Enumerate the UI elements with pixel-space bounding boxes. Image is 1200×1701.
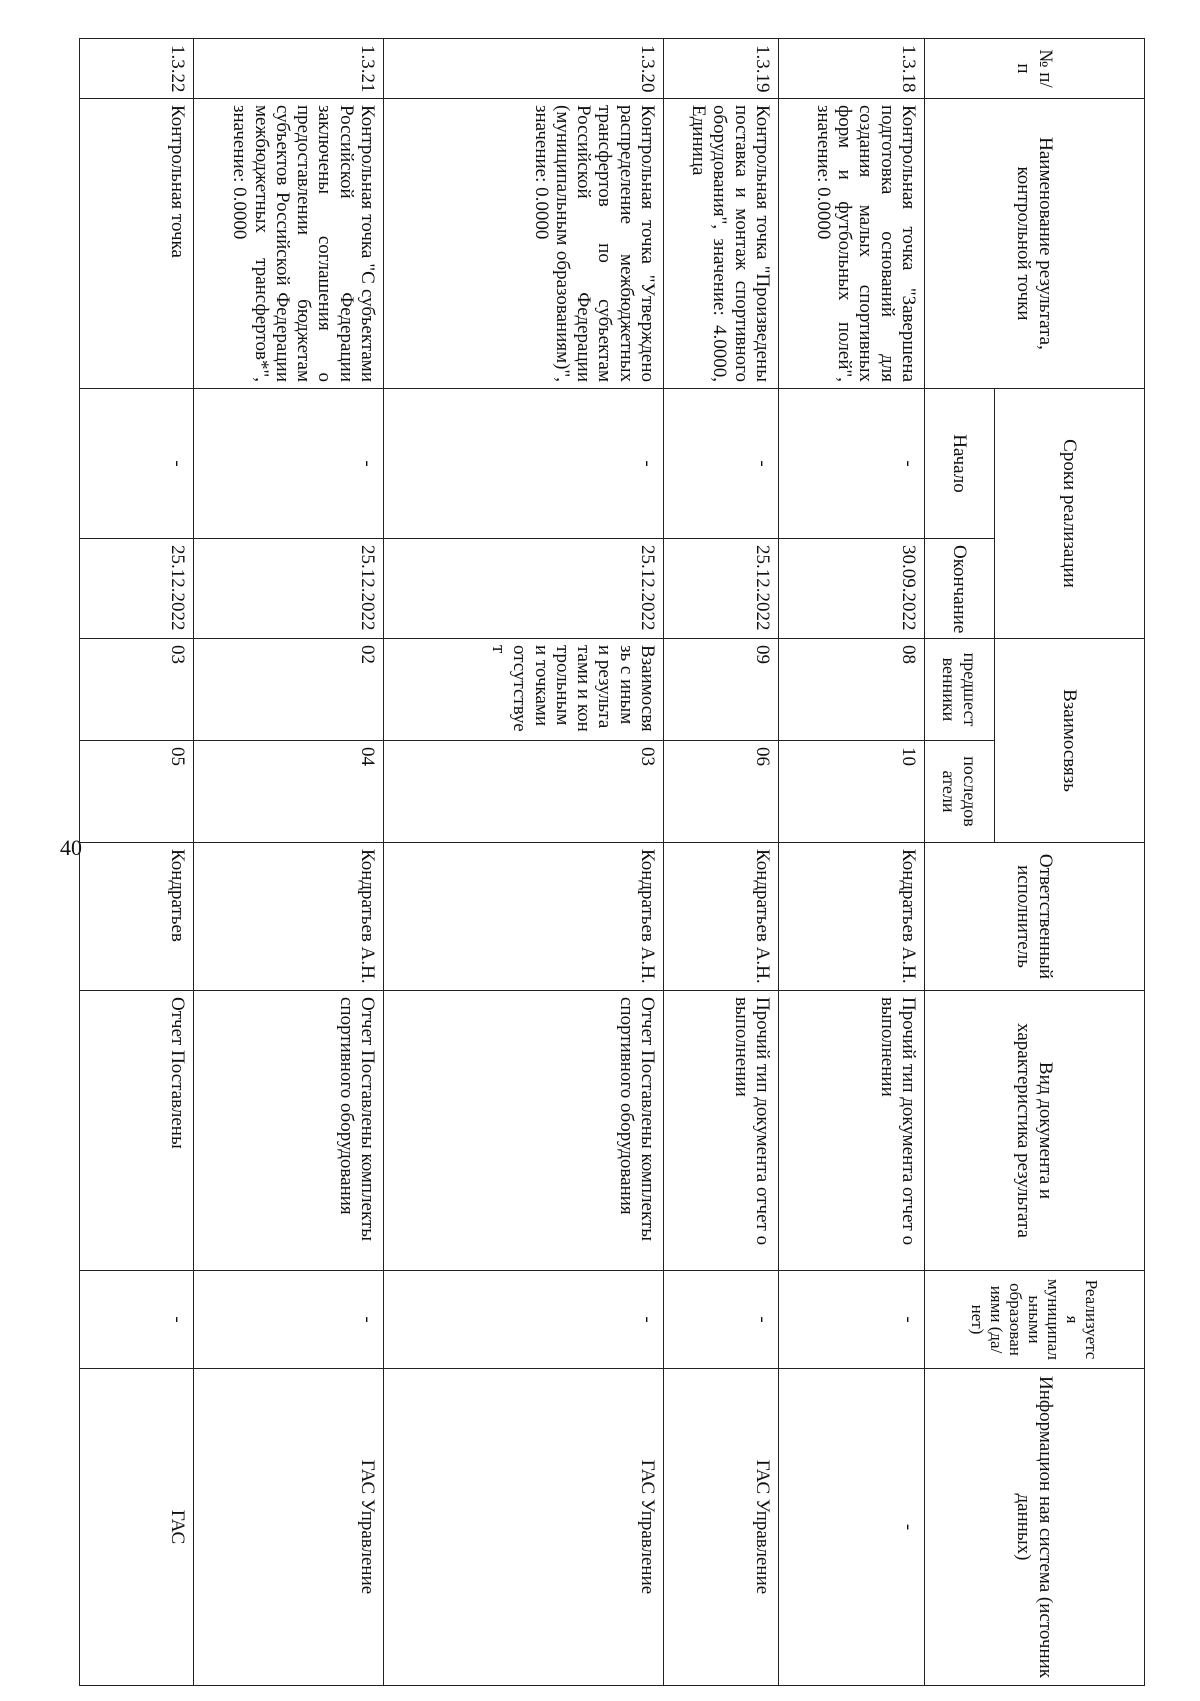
cell-end: 25.12.2022 bbox=[80, 539, 194, 639]
cell-end: 30.09.2022 bbox=[779, 539, 925, 639]
cell-document: Отчет Поставлены bbox=[80, 991, 194, 1271]
rotated-table-container bbox=[100, 38, 1145, 1685]
cell-system: ГАС bbox=[80, 1369, 194, 1686]
cell-end: 25.12.2022 bbox=[194, 539, 384, 639]
header-system: Информацион ная система (источник данных) bbox=[925, 1369, 1145, 1686]
header-terms: Сроки реализации bbox=[995, 389, 1145, 639]
cell-name: Контрольная точка bbox=[80, 99, 194, 389]
cell-num: 1.3.22 bbox=[80, 39, 194, 99]
cell-successors: 03 bbox=[384, 741, 664, 843]
header-predecessors: предшест венники bbox=[925, 639, 995, 741]
cell-num: 1.3.19 bbox=[664, 39, 779, 99]
cell-start: - bbox=[664, 389, 779, 539]
cell-successors: 10 bbox=[779, 741, 925, 843]
cell-predecessors: 03 bbox=[80, 639, 194, 741]
cell-responsible: Кондратьев А.Н. bbox=[384, 843, 664, 991]
cell-successors: 05 bbox=[80, 741, 194, 843]
cell-document: Прочий тип документа отчет о выполнении bbox=[779, 991, 925, 1271]
header-municipal: Реализуетс я муниципал ьными образован иями (да/нет) bbox=[925, 1271, 1145, 1369]
table-row bbox=[384, 39, 664, 1686]
page-number: 40 bbox=[60, 835, 82, 860]
cell-start: - bbox=[384, 389, 664, 539]
cell-name: Контрольная точка "Произведены поставка и монтаж спортивного оборудования", значение: 4.0000, Единица bbox=[664, 99, 779, 389]
cell-responsible: Кондратьев А.Н. bbox=[779, 843, 925, 991]
cell-predecessors: 02 bbox=[194, 639, 384, 741]
cell-municipal: - bbox=[194, 1271, 384, 1369]
cell-document: Прочий тип документа отчет о выполнении bbox=[664, 991, 779, 1271]
header-name: Наименование результата, контрольной точки bbox=[925, 99, 1145, 389]
cell-predecessors: Взаимосвязь с иными результатами и контрольными точками отсутствует bbox=[384, 639, 664, 741]
cell-municipal: - bbox=[80, 1271, 194, 1369]
cell-successors: 04 bbox=[194, 741, 384, 843]
cell-num: 1.3.21 bbox=[194, 39, 384, 99]
table-header bbox=[925, 39, 1145, 1686]
cell-start: - bbox=[779, 389, 925, 539]
cell-document: Отчет Поставлены комплекты спортивного оборудования bbox=[194, 991, 384, 1271]
cell-predecessors: 09 bbox=[664, 639, 779, 741]
cell-system: ГАС Управление bbox=[194, 1369, 384, 1686]
cell-municipal: - bbox=[384, 1271, 664, 1369]
cell-num: 1.3.18 bbox=[779, 39, 925, 99]
cell-responsible: Кондратьев bbox=[80, 843, 194, 991]
cell-num: 1.3.20 bbox=[384, 39, 664, 99]
header-num: № п/п bbox=[925, 39, 1145, 99]
header-end: Окончание bbox=[925, 539, 995, 639]
cell-end: 25.12.2022 bbox=[664, 539, 779, 639]
header-link: Взаимосвязь bbox=[995, 639, 1145, 843]
cell-system: - bbox=[779, 1369, 925, 1686]
cell-predecessors: 08 bbox=[779, 639, 925, 741]
cell-name: Контрольная точка "Утверждено распределение межбюджетных трансфертов по субъектам Российской Федерации (муниципальным образованиям)", значение: 0.0000 bbox=[384, 99, 664, 389]
header-responsible: Ответственный исполнитель bbox=[925, 843, 1145, 991]
table-row bbox=[779, 39, 925, 1686]
cell-system: ГАС Управление bbox=[664, 1369, 779, 1686]
cell-responsible: Кондратьев А.Н. bbox=[664, 843, 779, 991]
table-body bbox=[80, 39, 925, 1686]
table-row bbox=[194, 39, 384, 1686]
cell-name: Контрольная точка "Завершена подготовка оснований для создания малых спортивных форм и футбольных полей", значение: 0.0000 bbox=[779, 99, 925, 389]
cell-start: - bbox=[80, 389, 194, 539]
cell-municipal: - bbox=[779, 1271, 925, 1369]
cell-start: - bbox=[194, 389, 384, 539]
cell-municipal: - bbox=[664, 1271, 779, 1369]
table-row bbox=[80, 39, 194, 1686]
results-table bbox=[79, 38, 1145, 1686]
cell-name: Контрольная точка "С субъектами Российской Федерации заключены соглашения о предоставлении бюджетам субъектов Российской Федерации межбюджетных трансфертов*", значение: 0.0000 bbox=[194, 99, 384, 389]
table-row bbox=[664, 39, 779, 1686]
cell-responsible: Кондратьев А.Н. bbox=[194, 843, 384, 991]
header-successors: последов атели bbox=[925, 741, 995, 843]
cell-successors: 06 bbox=[664, 741, 779, 843]
cell-system: ГАС Управление bbox=[384, 1369, 664, 1686]
cell-end: 25.12.2022 bbox=[384, 539, 664, 639]
header-start: Начало bbox=[925, 389, 995, 539]
header-document: Вид документа и характеристика результата bbox=[925, 991, 1145, 1271]
cell-document: Отчет Поставлены комплекты спортивного оборудования bbox=[384, 991, 664, 1271]
